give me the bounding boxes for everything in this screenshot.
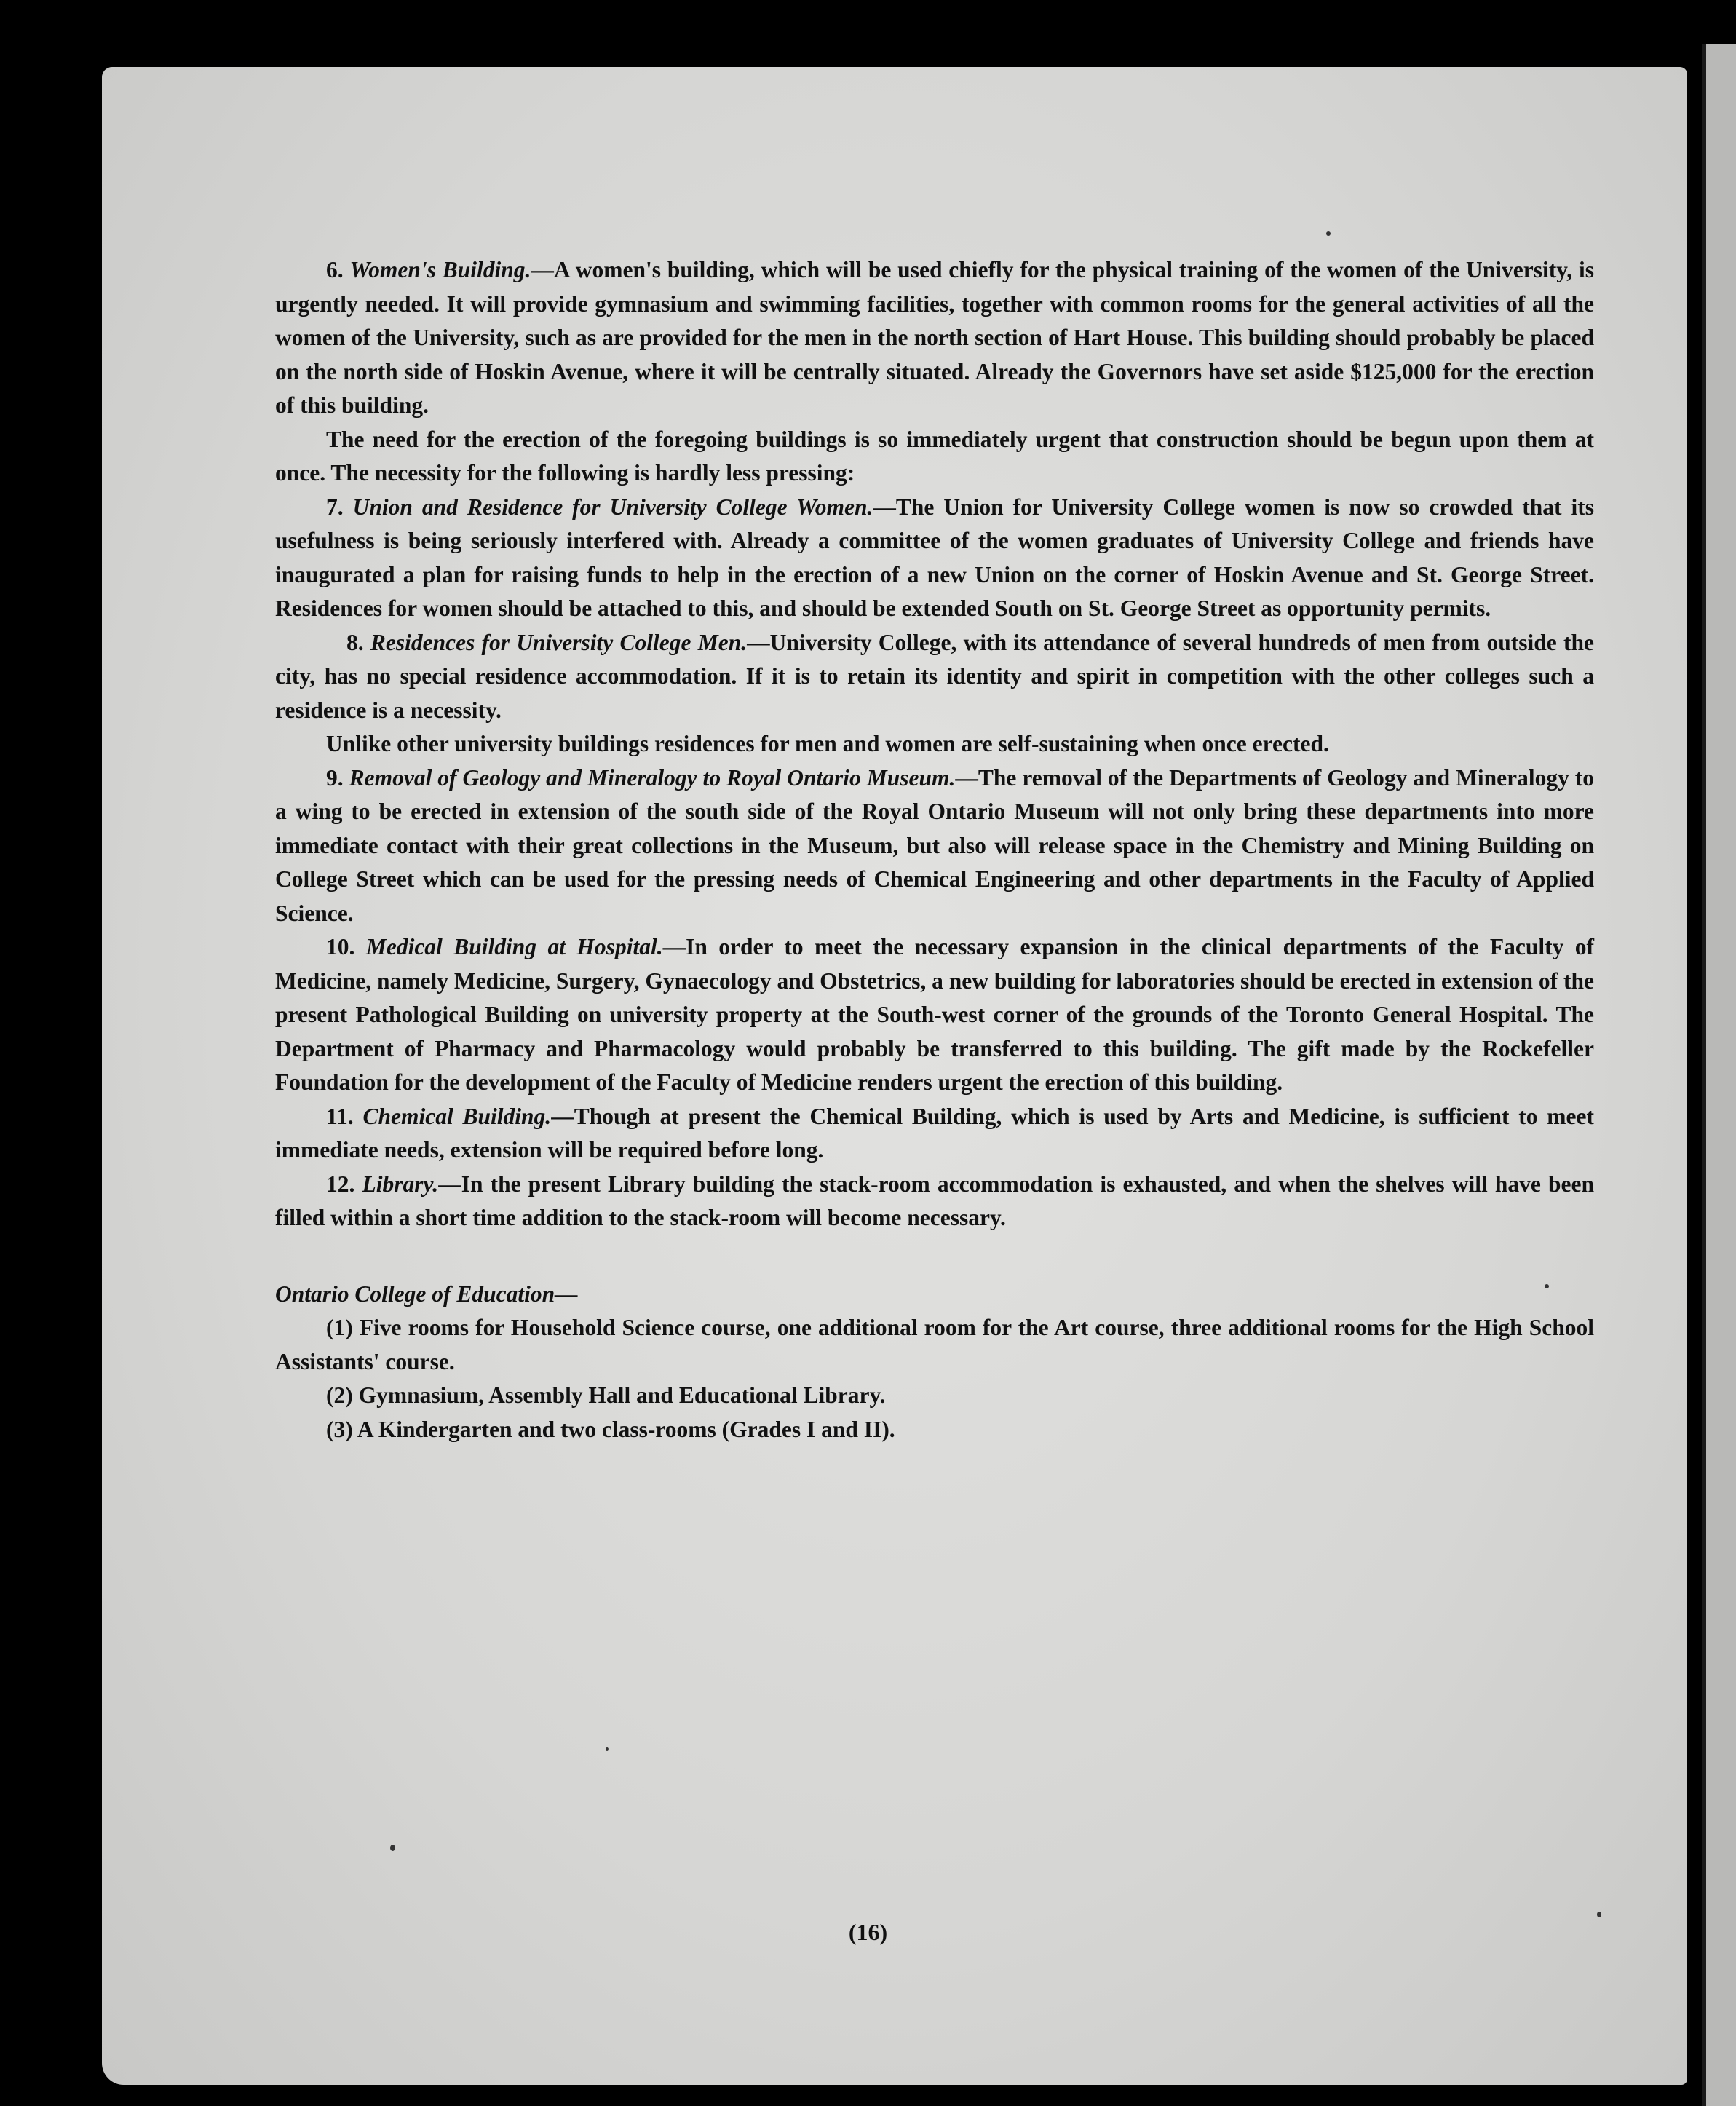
adjacent-page-edge <box>1702 44 1736 2106</box>
section-number: 10. <box>326 934 355 959</box>
top-mark <box>1291 0 1301 10</box>
scan-speck <box>1545 1284 1549 1288</box>
section-10 <box>275 930 1594 1100</box>
section-7 <box>275 491 1594 626</box>
scan-speck <box>1597 1912 1601 1917</box>
section-number: 11. <box>326 1103 354 1129</box>
page-body <box>275 253 1594 1446</box>
unlike-paragraph: Unlike other university buildings residences for men and women are self-sustaining when once erected. <box>326 731 1329 756</box>
scan-speck <box>390 1845 395 1851</box>
section-number: 8. <box>346 629 364 655</box>
section-title: Medical Building at Hospital. <box>365 934 663 959</box>
list-item: (2) Gymnasium, Assembly Hall and Educational Library. <box>326 1382 886 1408</box>
section-6 <box>275 253 1594 423</box>
scan-speck <box>606 1747 609 1751</box>
section-number: 7. <box>326 494 344 520</box>
section-text: —In order to meet the necessary expansion in the clinical departments of the Faculty of Medicine, namely Medicine, Surgery, Gynaecology and Obstetrics, a new building for laboratories should be erected in extension of the present Pathological Building on university property at the South-west corner of the grounds of the Toronto General Hospital. The Department of Pharmacy and Pharmacology would probably be transferred to this building. The gift made by the Rockefeller Foundation for the development of the Faculty of Medicine renders urgent the erection of this building. <box>275 934 1595 1095</box>
section-title: Chemical Building. <box>362 1103 552 1129</box>
section-title: Union and Residence for University College Women. <box>352 494 873 520</box>
section-title: Residences for University College Men. <box>370 629 748 655</box>
section-11 <box>275 1100 1594 1168</box>
section-text: —The Union for University College women is now so crowded that its usefulness is being seriously interfered with. Already a committee of the women graduates of University College and friends have inaugurated a plan for raising funds to help in the erection of a new Union on the corner of Hoskin Avenue and St. George Street. Residences for women should be attached to this, and should be extended South on St. George Street as opportunity permits. <box>275 494 1595 621</box>
section-text: —In the present Library building the stack-room accommodation is exhausted, and when the shelves will have been filled within a short time addition to the stack-room will become necessary. <box>275 1171 1594 1230</box>
list-item: (1) Five rooms for Household Science course, one additional room for the Art course, three additional rooms for the High School Assistants' course. <box>275 1315 1594 1374</box>
section-text: —Though at present the Chemical Building, which is used by Arts and Medicine, is sufficient to meet immediate needs, extension will be required before long. <box>275 1103 1594 1163</box>
section-number: 6. <box>326 257 344 282</box>
section-text: —The removal of the Departments of Geology and Mineralogy to a wing to be erected in extension of the south side of the Royal Ontario Museum will not only bring these departments into more immediate contact with their great collections in the Museum, but also will release space in the Chemistry and Mining Building on College Street which can be used for the pressing needs of Chemical Engineering and other departments in the Faculty of Applied Science. <box>275 764 1595 926</box>
section-12 <box>275 1168 1594 1235</box>
foregoing-paragraph: The need for the erection of the foregoing buildings is so immediately urgent that construction should be begun upon them at once. The necessity for the following is hardly less pressing: <box>275 426 1594 486</box>
page-number: (16) <box>848 1919 888 1945</box>
section-9 <box>275 761 1594 931</box>
list-item: (3) A Kindergarten and two class-rooms (Grades I and II). <box>326 1416 895 1442</box>
section-title: Women's Building. <box>349 257 531 282</box>
section-title: Removal of Geology and Mineralogy to Royal Ontario Museum. <box>349 764 956 791</box>
section-number: 9. <box>326 764 344 791</box>
section-text: —A women's building, which will be used chiefly for the physical training of the women of the University, is urgently needed. It will provide gymnasium and swimming facilities, together with common rooms for the general activities of all the women of the University, such as are provided for the men in the north section of Hart House. This building should probably be placed on the north side of Hoskin Avenue, where it will be centrally situated. Already the Governors have set aside $125,000 for the erection of this building. <box>275 257 1594 418</box>
ontario-college-heading: Ontario College of Education— <box>275 1280 578 1307</box>
section-text: —University College, with its attendance of several hundreds of men from outside the city, has no special residence accommodation. If it is to retain its identity and spirit in competition with the other colleges such a residence is a necessity. <box>275 629 1594 723</box>
section-title: Library. <box>362 1171 439 1197</box>
section-8 <box>275 626 1594 728</box>
scan-speck <box>1326 231 1331 236</box>
section-number: 12. <box>326 1171 355 1197</box>
